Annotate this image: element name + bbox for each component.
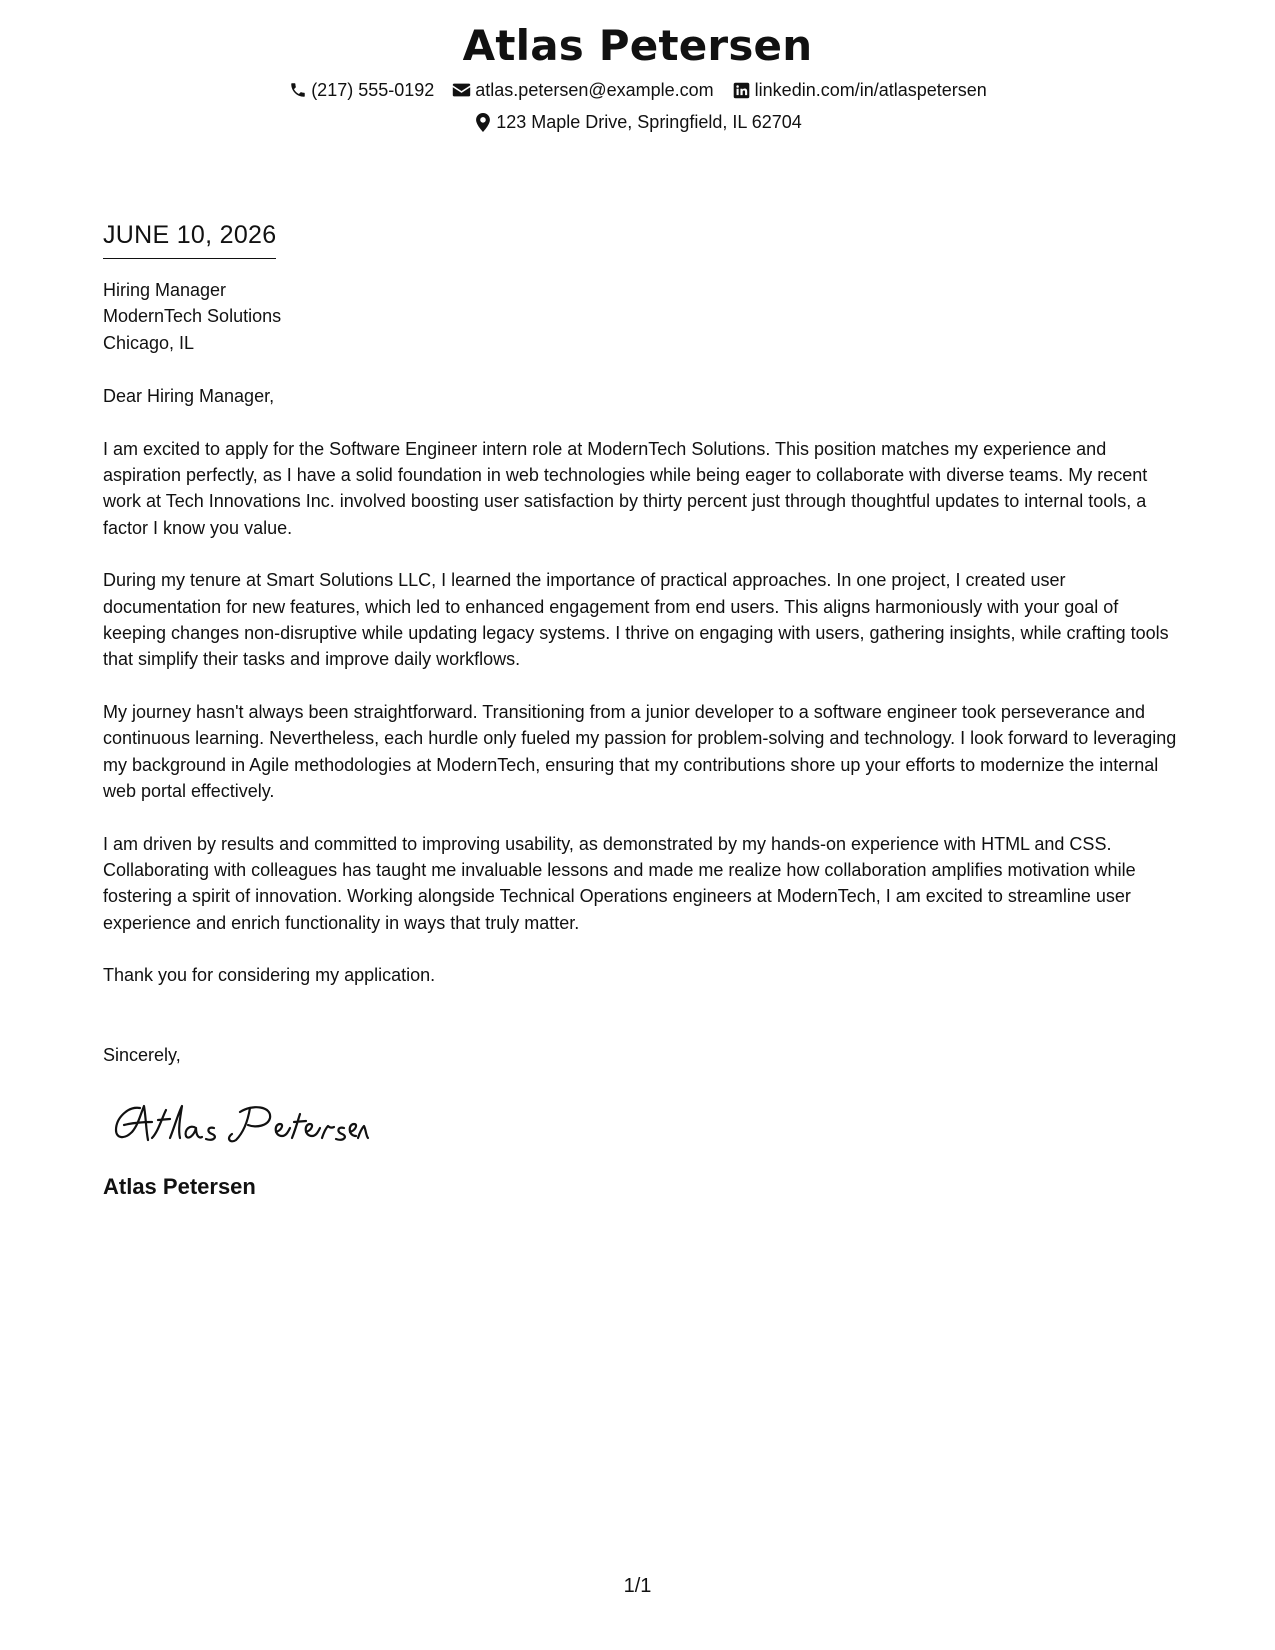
applicant-name: Atlas Petersen [462,21,813,70]
salutation: Dear Hiring Manager, [103,386,275,407]
email-address: atlas.petersen@example.com [475,80,714,100]
street-address: 123 Maple Drive, Springfield, IL 62704 [496,112,802,132]
body-paragraph: I am excited to apply for the Software Engineer intern role at ModernTech Solutions. This position matches my experience and aspiration perfectly, as I have a solid foundation in web technologies while being eager to collaborate with diverse teams. My recent work at Tech Innovations Inc. involved boosting user satisfaction by thirty percent just through thoughtful updates to internal tools, a factor I know you value. [103,438,1148,538]
body-paragraph: During my tenure at Smart Solutions LLC, I learned the importance of practical approaches. In one project, I created user documentation for new features, which led to enhanced engagement from end users. This aligns harmoniously with your goal of keeping changes non-disruptive while updating legacy systems. I thrive on engaging with users, gathering insights, while crafting tools that simplify their tasks and improve daily workflows. [103,570,1169,670]
recipient-company: ModernTech Solutions [103,306,282,327]
closing-line: Sincerely, [103,1044,181,1065]
recipient-block [103,277,1183,356]
letter-date: JUNE 10, 2026 [103,221,277,249]
linkedin-url: linkedin.com/in/atlaspetersen [754,80,987,100]
recipient-title: Hiring Manager [103,280,227,300]
page-number: 1/1 [623,1575,652,1597]
phone-icon [288,81,307,100]
date-block [103,220,276,259]
email-contact [452,78,713,102]
envelope-icon [452,81,471,100]
thank-you-line: Thank you for considering my application. [103,965,436,986]
body-paragraph: My journey hasn't always been straightforward. Transitioning from a junior developer to a software engineer took perseverance and continuous learning. Nevertheless, each hurdle only fueled my passion for problem-solving and technology. I look forward to leveraging my background in Agile methodologies at ModernTech, ensuring that my contributions shore up your efforts to modernize the internal web portal effectively. [103,701,1177,802]
map-pin-icon [473,113,492,132]
contact-row-address [0,110,1275,134]
body-paragraph: I am driven by results and committed to improving usability, as demonstrated by my hands-on experience with HTML and CSS. Collaborating with colleagues has taught me invaluable lessons and made me realize how collaboration amplifies motivation while fostering a spirit of innovation. Working alongside Technical Operations engineers at ModernTech, I am excited to streamline user experience and enrich functionality in ways that truly matter. [103,833,1136,933]
handwritten-signature [110,1098,370,1148]
recipient-location: Chicago, IL [103,332,195,353]
letter-body [103,220,1183,1201]
linkedin-contact [732,78,987,102]
contact-row-primary [0,78,1275,102]
phone-contact [288,78,434,102]
phone-number: (217) 555-0192 [311,80,435,100]
signer-name: Atlas Petersen [103,1174,256,1200]
letter-header [0,18,1275,134]
linkedin-icon [732,81,751,100]
address-contact [473,110,802,134]
